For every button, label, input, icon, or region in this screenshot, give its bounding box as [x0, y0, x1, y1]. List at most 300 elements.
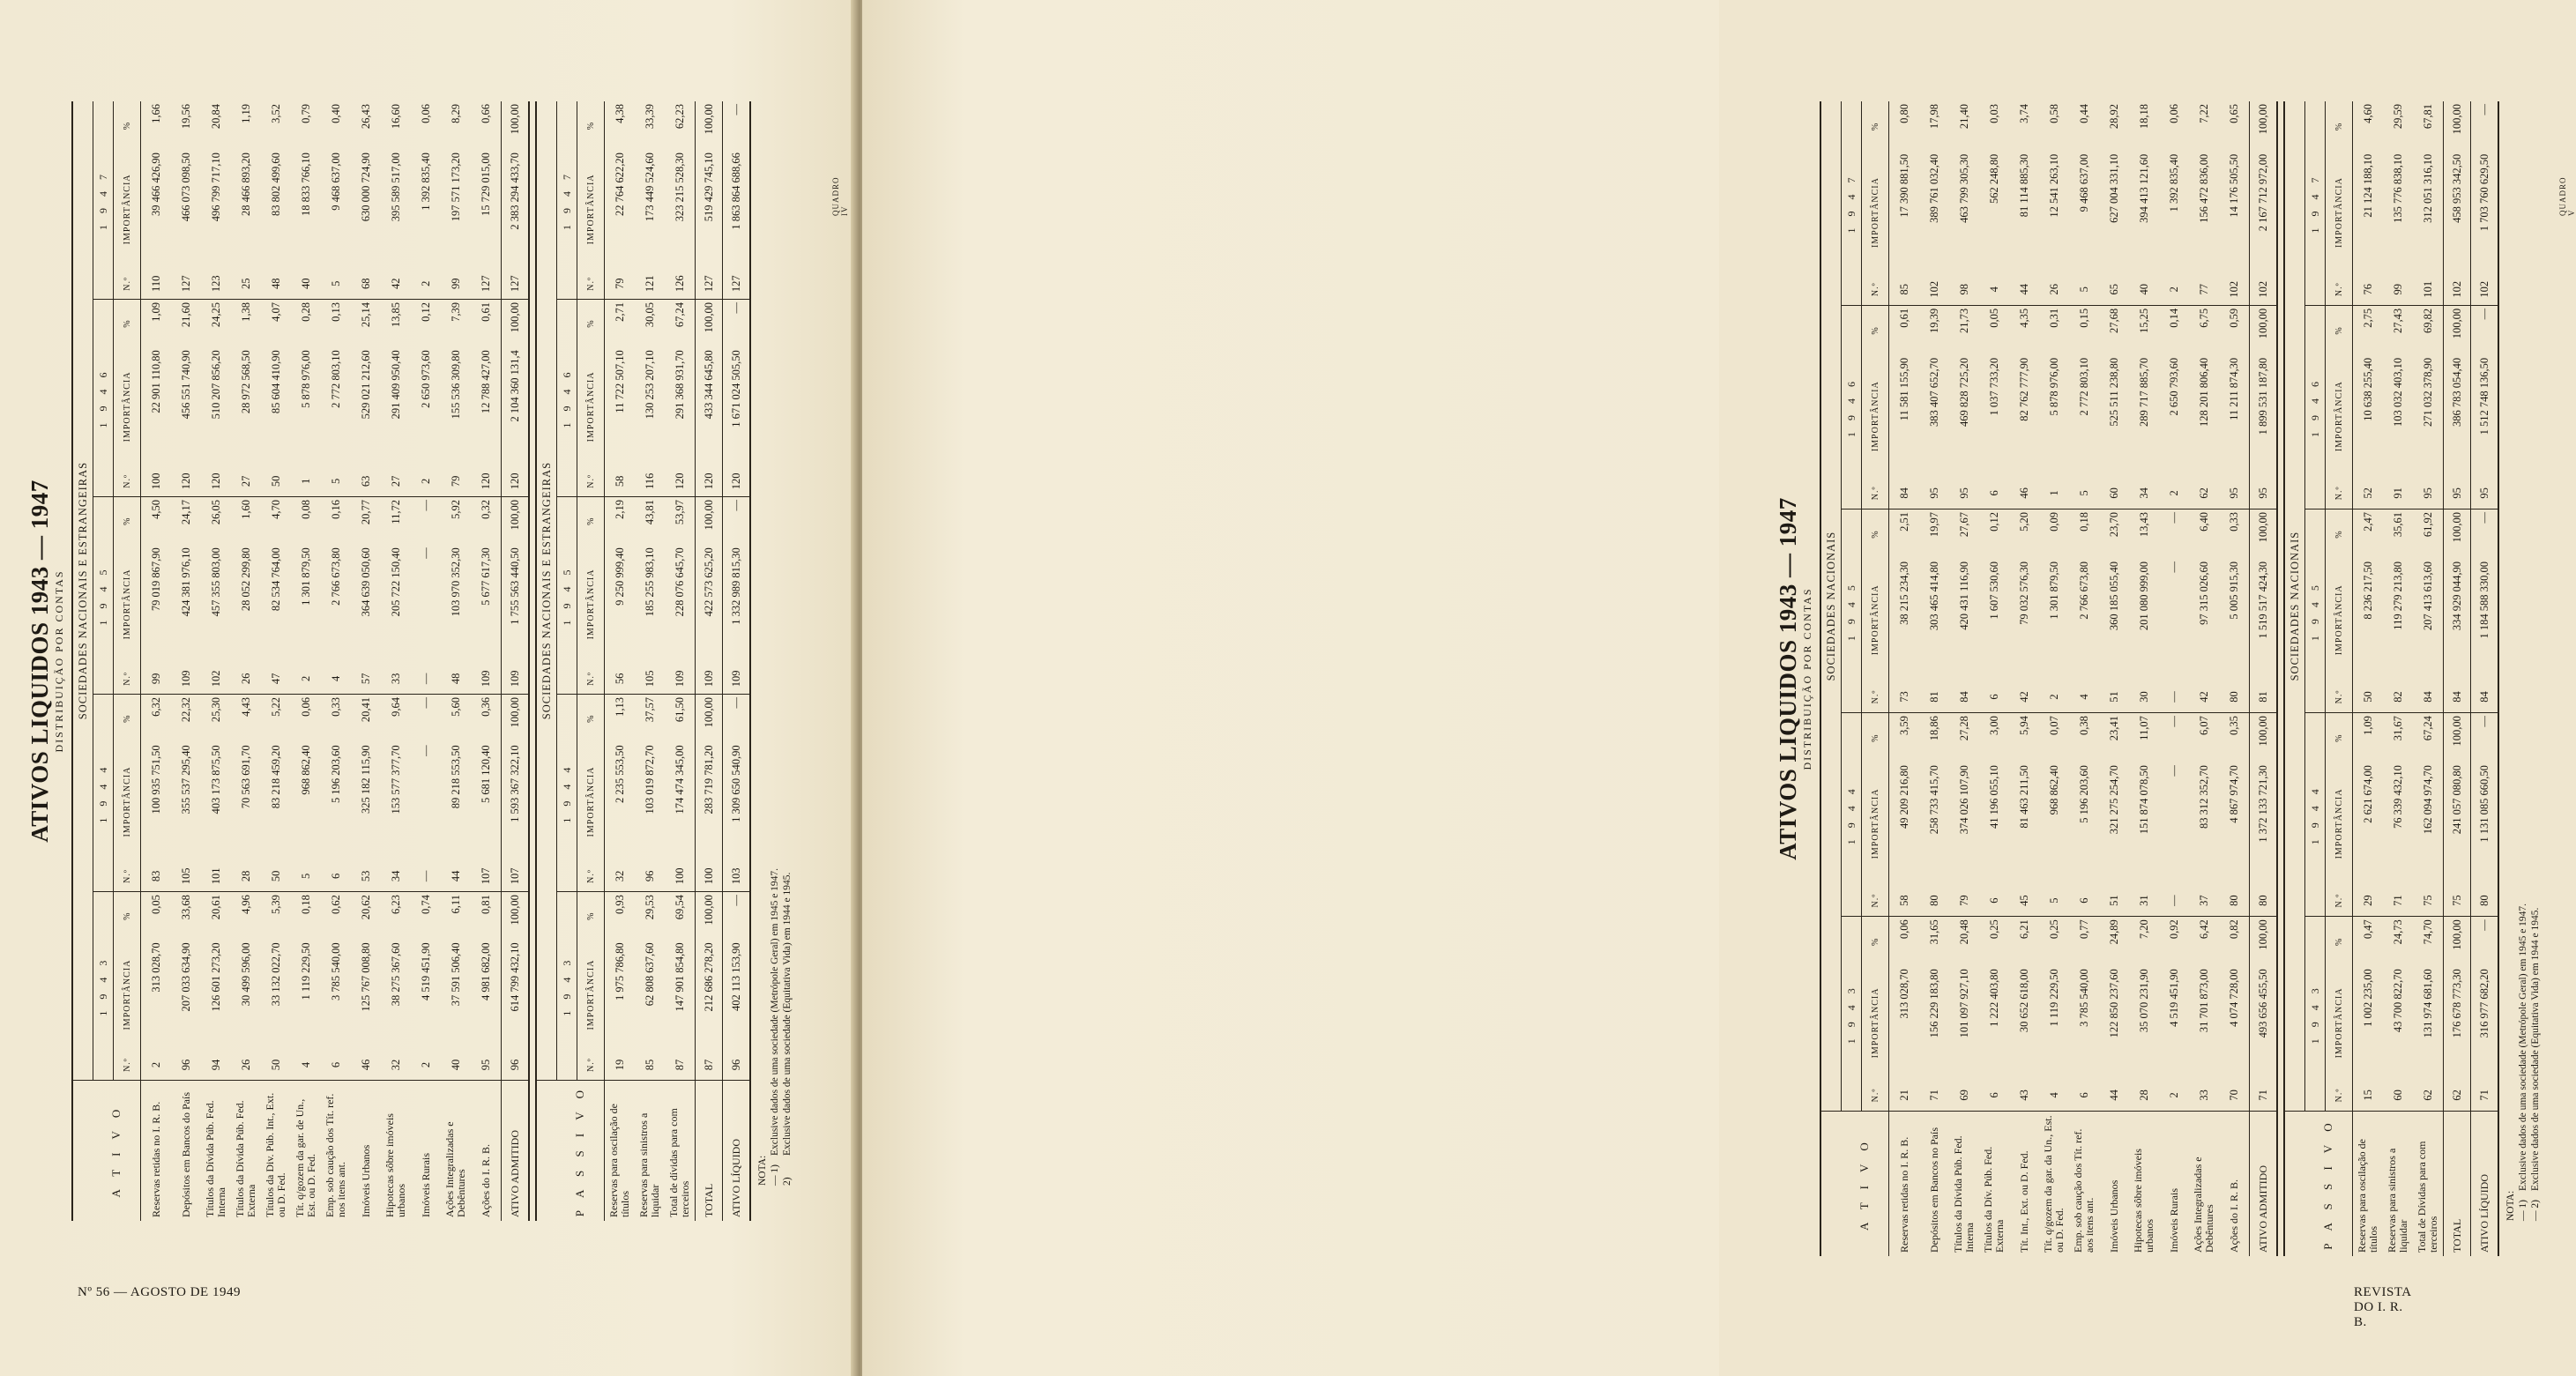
table-cell: 50	[261, 861, 291, 892]
column-header: %	[1862, 713, 1889, 763]
row-label: Ações Integralizadas e Debêntures	[2192, 1157, 2215, 1253]
passivo-year-row	[2305, 101, 2326, 1256]
table-row	[2069, 101, 2099, 1256]
table-cell: 80	[1919, 885, 1949, 917]
ativo-year-row	[93, 101, 114, 1221]
table-cell: 19	[605, 1050, 636, 1081]
table-cell: 0,13	[329, 301, 342, 322]
table-cell: 1 863 864 688,66	[723, 150, 751, 268]
table-cell: 2	[141, 1050, 172, 1081]
table-cell: 364 639 050,60	[359, 547, 372, 617]
table-cell: 71	[2471, 1080, 2499, 1112]
table-cell: 11,72	[389, 500, 402, 524]
table-row	[1919, 101, 1949, 1256]
year-header: 1 9 4 7	[93, 101, 114, 299]
table-cell: 303 465 414,80	[1927, 562, 1940, 631]
column-header: %	[114, 892, 141, 941]
table-cell: 5	[2039, 885, 2069, 917]
row-label: Imóveis Rurais	[2167, 1188, 2180, 1253]
table-cell: 25	[231, 269, 261, 300]
year-header: 1 9 4 4	[1842, 713, 1862, 917]
note-line	[2529, 101, 2542, 1221]
table-row	[201, 101, 231, 1221]
table-cell: 69,54	[673, 895, 686, 920]
table-cell: 8 236 217,50	[2361, 562, 2374, 620]
table-cell: 201 080 999,00	[2137, 562, 2150, 631]
table-cell: 4 519 451,90	[419, 942, 432, 1000]
table-cell: 120	[471, 466, 502, 497]
column-header: %	[2326, 713, 2353, 763]
row-label: Títulos da Div. Púb. Int., Ext. ou D. Fed.	[264, 1092, 287, 1217]
year-header: 1 9 4 7	[557, 101, 577, 299]
table-cell: 84	[2471, 681, 2499, 713]
column-header: N.º	[1862, 885, 1889, 917]
table-cell: 99	[441, 269, 471, 300]
table-cell: 212 686 278,20	[696, 940, 723, 1049]
table-cell: 58	[1889, 885, 1920, 917]
table-cell: —	[723, 101, 751, 150]
caption-spacer	[72, 1081, 93, 1221]
table-cell: 20,77	[359, 500, 372, 525]
table-cell: 7,20	[2137, 919, 2150, 940]
table-cell: 100,00	[502, 695, 530, 743]
table-cell: 496 799 717,10	[209, 152, 222, 222]
table-cell: 40	[2129, 273, 2159, 305]
table-cell: 6	[1979, 478, 2009, 509]
column-header: N.º	[577, 466, 605, 497]
ativo-total-row	[502, 101, 530, 1221]
table-cell: 103	[723, 861, 751, 892]
table-cell: 5 196 203,60	[329, 745, 342, 803]
table-cell: 69,82	[2421, 308, 2434, 334]
table-row	[2219, 101, 2250, 1256]
table-cell: 1 607 530,60	[1987, 562, 2000, 620]
table-cell: —	[2159, 885, 2189, 917]
row-label: Emp. sob caução dos Tít. ref. nos itens ant.	[324, 1093, 347, 1217]
table-cell: 24,17	[179, 500, 192, 525]
column-header: N.º	[1862, 478, 1889, 509]
table-row	[605, 101, 636, 1221]
table-cell: 100,00	[2444, 509, 2471, 560]
table-cell: 1 392 835,40	[419, 152, 432, 211]
table-cell: 5,92	[449, 500, 462, 519]
table-cell: 38 215 234,30	[1897, 562, 1910, 625]
column-header: IMPORTÂNCIA	[1862, 966, 1889, 1079]
table-cell: 83 218 459,20	[269, 745, 282, 809]
column-header: IMPORTÂNCIA	[114, 545, 141, 663]
table-cell: 1 512 748 136,50	[2471, 355, 2499, 478]
table-cell: 28 972 568,50	[239, 350, 252, 414]
passivo-total-row	[2444, 101, 2471, 1256]
table-cell: 82 534 764,00	[269, 547, 282, 612]
column-header: %	[114, 299, 141, 347]
table-cell: 1 671 024 505,50	[723, 347, 751, 465]
table-cell: 2 772 803,10	[329, 350, 342, 408]
table-cell: 97 315 026,60	[2197, 562, 2210, 625]
table-cell: 2,51	[1897, 512, 1910, 532]
table-cell: 79 019 867,90	[149, 547, 162, 612]
table-cell: 82 762 777,90	[2017, 357, 2030, 421]
column-header: IMPORTÂNCIA	[1862, 762, 1889, 885]
table-cell: 33,68	[179, 895, 192, 920]
table-cell: 334 929 044,90	[2444, 559, 2471, 681]
table-cell: 52	[2353, 478, 2384, 509]
table-cell: 35 070 231,90	[2137, 969, 2150, 1033]
table-cell: 0,62	[329, 895, 342, 914]
table-cell: 2	[2159, 478, 2189, 509]
table-cell: 3,59	[1897, 716, 1910, 736]
table-cell: 15	[2353, 1080, 2384, 1112]
table-cell: 0,08	[299, 500, 312, 519]
table-cell: 1 002 235,00	[2361, 969, 2374, 1027]
table-cell: 6	[321, 1050, 351, 1081]
table-cell: 79	[1949, 885, 1979, 917]
column-header: N.º	[114, 861, 141, 892]
table-cell: 46	[351, 1050, 381, 1081]
note-key: NOTA: — 1)	[757, 1155, 780, 1186]
table-cell: 94	[201, 1050, 231, 1081]
table-cell: 0,35	[2227, 716, 2240, 736]
table-cell: —	[419, 547, 432, 559]
table-cell: 313 028,70	[1897, 969, 1910, 1019]
table-cell: 62 808 637,60	[643, 942, 656, 1007]
table-cell: 360 185 055,40	[2107, 562, 2120, 631]
table-cell: 0,82	[2227, 919, 2240, 940]
table-cell: 95	[471, 1050, 502, 1081]
table-cell: 6,07	[2197, 716, 2210, 736]
table-cell: 96	[723, 1050, 751, 1081]
table-cell: 6	[1979, 885, 2009, 917]
table-cell: 84	[2444, 681, 2471, 713]
table-cell: 1 519 517 424,30	[2250, 559, 2278, 681]
table-cell: 0,58	[2047, 104, 2060, 123]
table-cell: 6,75	[2197, 308, 2210, 328]
column-header: IMPORTÂNCIA	[114, 347, 141, 465]
table-cell: 321 275 254,70	[2107, 765, 2120, 835]
note-text: Exclusive dados de uma sociedade (Equitativa Vida) em 1944 e 1945.	[782, 872, 793, 1156]
table-cell: 100,00	[2444, 713, 2471, 763]
table-cell: 99	[2383, 273, 2413, 305]
table-cell: 4,50	[149, 500, 162, 519]
table-cell: 289 717 885,70	[2137, 357, 2150, 428]
table-cell: 80	[2219, 681, 2250, 713]
table-cell: 100,00	[2250, 917, 2278, 967]
note-text: Exclusive dados de uma sociedade (Metrópole Geral) em 1945 e 1947.	[2518, 903, 2528, 1191]
column-header: %	[1862, 101, 1889, 152]
ativo-heading: A T I V O	[1842, 1112, 1889, 1256]
table-cell: 74,70	[2421, 919, 2434, 945]
table-cell: 96	[635, 861, 665, 892]
column-header: IMPORTÂNCIA	[577, 545, 605, 663]
table-cell: 81	[2250, 681, 2278, 713]
table-cell: 0,47	[2361, 919, 2374, 940]
table-row	[635, 101, 665, 1221]
table-cell: 5,94	[2017, 716, 2030, 736]
table-cell: 3,74	[2017, 104, 2030, 123]
table-cell: 1 301 879,50	[299, 547, 312, 606]
table-cell: 9,64	[389, 697, 402, 717]
table-cell: 7,22	[2197, 104, 2210, 123]
table-cell: 0,03	[1987, 104, 2000, 123]
table-cell: 105	[635, 664, 665, 695]
table-cell: 100,00	[502, 299, 530, 347]
table-cell: 9 250 999,40	[613, 547, 626, 606]
passivo-table-block	[2283, 101, 2499, 1256]
table-cell: 63	[351, 466, 381, 497]
table-cell: 3,00	[1987, 716, 2000, 736]
note-line	[781, 101, 793, 1186]
table-cell: 30 652 618,00	[2017, 969, 2030, 1033]
table-cell: 100,00	[696, 497, 723, 546]
column-header: N.º	[2326, 681, 2353, 713]
table-cell: 2	[411, 269, 441, 300]
table-cell: 42	[381, 269, 411, 300]
table-cell: —	[2167, 716, 2180, 727]
table-cell: 62	[2413, 1080, 2444, 1112]
table-cell: 2 650 793,60	[2167, 357, 2180, 416]
column-header: N.º	[114, 269, 141, 300]
right-rotated-content	[1775, 101, 2550, 1256]
table-row	[411, 101, 441, 1221]
column-header: N.º	[1862, 273, 1889, 305]
table-cell: 630 000 724,90	[359, 152, 372, 222]
table-cell: 176 678 773,30	[2444, 966, 2471, 1079]
table-cell: 71	[1919, 1080, 1949, 1112]
table-cell: 46	[2009, 478, 2039, 509]
table-cell: 5 878 976,00	[299, 350, 312, 408]
table-cell: 53	[351, 861, 381, 892]
table-cell: 100,00	[2444, 305, 2471, 355]
ativo-table	[1820, 101, 2278, 1256]
table-cell: 525 511 238,80	[2107, 357, 2120, 427]
table-cell: 6	[2069, 885, 2099, 917]
table-cell: 0,06	[299, 697, 312, 717]
column-header: IMPORTÂNCIA	[1862, 355, 1889, 478]
table-cell: 101	[201, 861, 231, 892]
table-cell: 60	[2383, 1080, 2413, 1112]
table-cell: 7,39	[449, 301, 462, 322]
row-label: Depósitos em Bancos do País	[179, 1092, 192, 1217]
table-cell: 95	[2444, 478, 2471, 509]
table-cell: 4	[1979, 273, 2009, 305]
year-header: 1 9 4 5	[93, 497, 114, 695]
table-row	[321, 101, 351, 1221]
table-cell: 16,60	[389, 104, 402, 130]
row-label: Reservas para sinistros a liquidar	[637, 1112, 661, 1217]
table-cell: 1	[291, 466, 321, 497]
passivo-heading: P A S S I V O	[2305, 1112, 2353, 1256]
passivo-table	[535, 101, 751, 1221]
row-label: Tít. Int., Ext. ou D. Fed.	[2017, 1150, 2030, 1253]
passivo-last-row	[2471, 101, 2499, 1256]
table-cell: 614 799 432,10	[502, 940, 530, 1049]
table-cell: 84	[1889, 478, 1920, 509]
table-cell: 24,25	[209, 301, 222, 328]
passivo-caption-row	[2284, 101, 2305, 1256]
table-cell: 0,40	[329, 104, 342, 123]
table-cell: 1 703 760 629,50	[2471, 152, 2499, 274]
table-cell: 1 899 531 187,80	[2250, 355, 2278, 478]
table-cell: 420 431 116,90	[1957, 562, 1970, 630]
table-cell: 56	[605, 664, 636, 695]
table-cell: 70 563 691,70	[239, 745, 252, 809]
row-label: Total de Dívidas para com terceiros	[2416, 1141, 2439, 1253]
table-cell: —	[419, 500, 432, 511]
table-cell: 0,06	[2167, 104, 2180, 123]
table-cell: 968 862,40	[299, 745, 312, 795]
year-header: 1 9 4 4	[2305, 713, 2326, 917]
table-cell: 1,13	[613, 697, 626, 717]
table-cell: 99	[141, 664, 172, 695]
table-cell: 98	[1949, 273, 1979, 305]
passivo-subheader-row	[577, 101, 605, 1221]
table-cell: 80	[2250, 885, 2278, 917]
table-cell: 283 719 781,20	[696, 742, 723, 860]
table-cell: 135 776 838,10	[2391, 153, 2404, 223]
year-header: 1 9 4 3	[557, 892, 577, 1081]
table-cell: 0,38	[2077, 716, 2090, 736]
table-cell: 1 975 786,80	[613, 942, 626, 1000]
table-cell: 5	[321, 269, 351, 300]
table-cell: 79 032 576,30	[2017, 562, 2030, 625]
table-cell: —	[411, 664, 441, 695]
table-cell: 122 850 237,60	[2107, 969, 2120, 1038]
column-header: %	[2326, 305, 2353, 355]
left-rotated-content	[26, 101, 820, 1221]
table-cell: 120	[171, 466, 201, 497]
caption-spacer	[2284, 1112, 2305, 1256]
table-cell: 126 601 273,20	[209, 942, 222, 1012]
table-cell: 95	[2413, 478, 2444, 509]
table-cell: 6	[1979, 1080, 2009, 1112]
table-cell: 24,73	[2391, 919, 2404, 945]
table-cell: 103 970 352,30	[449, 547, 462, 617]
table-cell: 1,38	[239, 301, 252, 322]
table-cell: 355 537 295,40	[179, 745, 192, 814]
year-header: 1 9 4 5	[1842, 509, 1862, 713]
table-row	[171, 101, 201, 1221]
table-cell: 291 368 931,70	[673, 350, 686, 420]
table-cell: 48	[441, 664, 471, 695]
column-header: %	[577, 695, 605, 743]
column-header: N.º	[2326, 885, 2353, 917]
table-cell: 13,43	[2137, 512, 2150, 538]
column-header: %	[2326, 509, 2353, 560]
column-header: IMPORTÂNCIA	[577, 347, 605, 465]
table-cell: 53,97	[673, 500, 686, 525]
table-cell: 47	[261, 664, 291, 695]
table-cell: 2 766 673,80	[2077, 562, 2090, 620]
row-label: ATIVO ADMITIDO	[2250, 1112, 2278, 1256]
row-label: ATIVO ADMITIDO	[502, 1081, 530, 1221]
table-cell: 28 466 893,20	[239, 152, 252, 217]
table-cell: 103 019 872,70	[643, 745, 656, 814]
table-cell: 0,92	[2167, 919, 2180, 940]
table-cell: 510 207 856,20	[209, 350, 222, 420]
table-cell: 402 113 153,90	[723, 940, 751, 1049]
table-cell: —	[2471, 917, 2499, 967]
table-cell: 9 468 637,00	[2077, 153, 2090, 212]
table-cell: 37,57	[643, 697, 656, 723]
table-cell: 120	[696, 466, 723, 497]
left-footer: Nº 56 — AGOSTO DE 1949	[78, 1285, 241, 1299]
note-key: — 2)	[2530, 1200, 2541, 1221]
table-cell: 5 005 915,30	[2227, 562, 2240, 620]
table-cell: 15 729 015,00	[479, 152, 492, 217]
table-row	[2039, 101, 2069, 1256]
table-cell: 1	[2039, 478, 2069, 509]
column-header: IMPORTÂNCIA	[1862, 152, 1889, 274]
column-header: IMPORTÂNCIA	[114, 150, 141, 268]
year-header: 1 9 4 6	[1842, 305, 1862, 509]
table-cell: 403 173 875,50	[209, 745, 222, 814]
year-header: 1 9 4 7	[2305, 101, 2326, 305]
table-cell: 2 235 553,50	[613, 745, 626, 803]
column-header: N.º	[1862, 1080, 1889, 1112]
table-cell: 291 409 950,40	[389, 350, 402, 420]
column-header: N.º	[114, 664, 141, 695]
table-cell: 30 499 596,00	[239, 942, 252, 1007]
note-key: NOTA: — 1)	[2505, 1190, 2528, 1221]
page-title: ATIVOS LIQUIDOS 1943 — 1947	[26, 480, 53, 843]
table-cell: 5	[291, 861, 321, 892]
table-cell: 22 764 622,20	[613, 152, 626, 217]
table-row	[2009, 101, 2039, 1256]
table-row	[2383, 101, 2413, 1256]
table-cell: 173 449 524,60	[643, 152, 656, 222]
table-cell: 57	[351, 664, 381, 695]
table-cell: 162 094 974,70	[2421, 765, 2434, 835]
table-cell: —	[723, 299, 751, 347]
table-cell: 50	[2353, 681, 2384, 713]
column-header: N.º	[577, 269, 605, 300]
table-cell: 1 222 403,80	[1987, 969, 2000, 1027]
table-cell: 20,41	[359, 697, 372, 723]
table-cell: 0,44	[2077, 104, 2090, 123]
table-cell: 6,40	[2197, 512, 2210, 532]
column-header: N.º	[2326, 273, 2353, 305]
column-header: %	[1862, 509, 1889, 560]
table-cell: 4,35	[2017, 308, 2030, 328]
table-cell: 38 275 367,60	[389, 942, 402, 1007]
table-cell: 466 073 098,50	[179, 152, 192, 222]
table-cell: 5,20	[2017, 512, 2030, 532]
table-cell: 2,47	[2361, 512, 2374, 532]
table-cell: 39 466 426,90	[149, 152, 162, 217]
column-header: %	[114, 497, 141, 546]
table-cell: —	[723, 497, 751, 546]
table-cell: 27,67	[1957, 512, 1970, 538]
table-cell: 80	[2471, 885, 2499, 917]
table-cell: 123	[201, 269, 231, 300]
caption-spacer	[1820, 1112, 1842, 1256]
table-row	[261, 101, 291, 1221]
table-cell: 60	[2099, 478, 2129, 509]
table-cell: 156 229 183,80	[1927, 969, 1940, 1038]
table-cell: 5,60	[449, 697, 462, 717]
table-cell: 4,96	[239, 895, 252, 914]
table-cell: 102	[1919, 273, 1949, 305]
column-header: IMPORTÂNCIA	[577, 150, 605, 268]
table-cell: 383 407 652,70	[1927, 357, 1940, 428]
table-cell: 1 372 133 721,30	[2250, 762, 2278, 885]
row-label: Imóveis Rurais	[419, 1153, 432, 1217]
table-cell: 100,00	[696, 695, 723, 743]
table-cell: 50	[261, 466, 291, 497]
table-cell: 29,59	[2391, 104, 2404, 130]
table-cell: 100,00	[2250, 509, 2278, 560]
table-cell: 101 097 927,10	[1957, 969, 1970, 1038]
